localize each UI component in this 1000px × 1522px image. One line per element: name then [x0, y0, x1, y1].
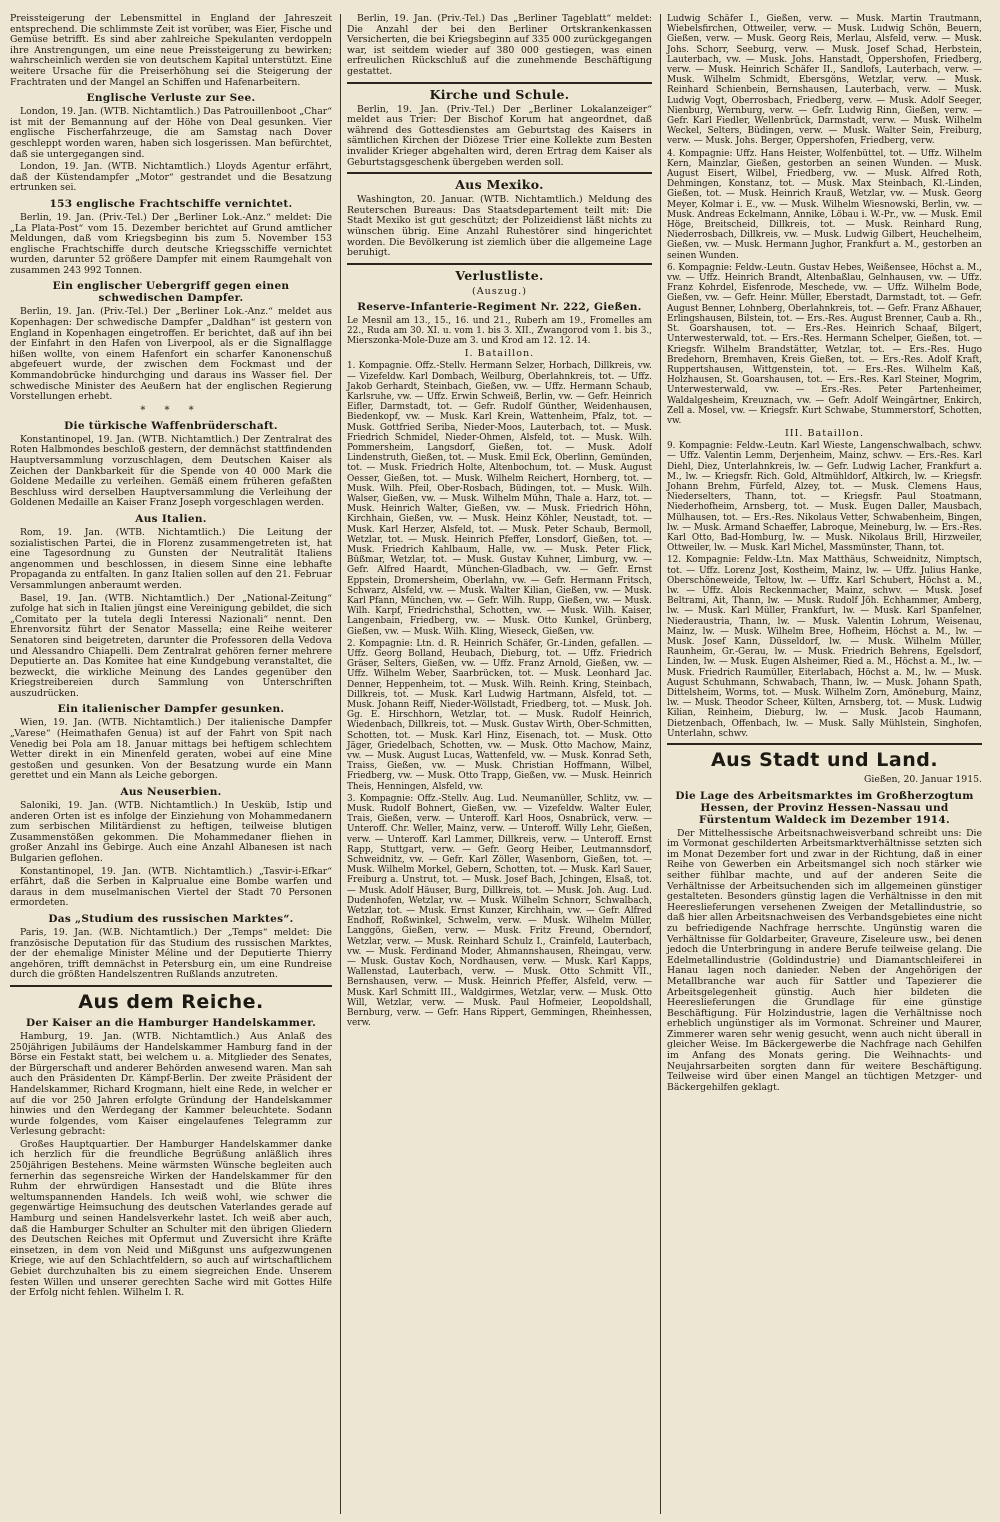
- section-title-church: Kirche und Schule.: [429, 86, 570, 102]
- company-list: 6. Kompagnie: Feldw.-Leutn. Gustav Hebes, Weißensee, Höchst a. M., vw. — Uffz. Heinrich Brandt, Altenbaßlau, Gelnhausen, vw. — Uffz. Franz Kohrdel, Eisfenrode, Meschede, vw. — Uffz. Wilhelm Bode, Gießen, vw. — Gefr. Heinr. Müller, Eberstadt, Darmstadt, tot. — Gefr. August Benner, Lohnberg, Oberlahnkreis, tot. — Gefr. Franz Aßhauer, Erlingshausen, Bilstein, tot. — Ers.-Res. August Brenner, Caub a. Rh., St. Goarshausen, tot. — Ers.-Res. Heinrich Schaaf, Bilgert, Unterwesterwald, tot. — Ers.-Res. Hermann Schelper, Gießen, tot. — Kriegsfr. Wilhelm Brandstätter, Wetzlar, tot. — Ers.-Res. Hugo Bredehorn, Bremhaven, Kreis Gießen, tot. — Ers.-Res. Adolf Kraft, Ruppertshausen, Wittgenstein, tot. — Ers.-Res. Wilhelm Kaß, Holzhausen, St. Goarshausen, tot. — Ers.-Res. Karl Steiner, Mogrim, Unterwesterwald, vw. — Ers.-Res. Peter Partenheimer, Waldalgesheim, Kreuznach, vw. — Gefr. Adolf Weingärtner, Enkirch, Zell a. Mosel, vw. — Kriegsfr. Kurt Schwabe, Stummerstorf, Schotten, vw.: [667, 262, 982, 426]
- column-3: [660, 14, 982, 1514]
- headline-swedish-steamer: Ein englischer Uebergriff gegen einen schwedischen Dampfer.: [52, 280, 290, 305]
- company-list: 4. Kompagnie: Uffz. Hans Heister, Wolfenbüttel, tot. — Uffz. Wilhelm Kern, Mainzlar, Gießen, gestorben an seinen Wunden. — Musk. August Eisert, Wilbel, Friedberg, vw. — Musk. Alfred Roth, Dehmingen, Konstanz, tot. — Musk. Max Steinbach, Kl.-Linden, Gießen, tot. — Musk. Heinrich Krauß, Wetzlar, vw. — Musk. Georg Meyer, Kolmar i. E., vw. — Musk. Wilhelm Wiesnowski, Berlin, vw. — Musk. Andreas Eckelmann, Annike, Löbau i. W.-Pr., vw. — Musk. Emil Höge, Breitscheid, Dillkreis, tot. — Musk. Reinhard Rung, Niederrosbach, Dillkreis, vw. — Musk. Ludwig Gilbert, Heuchelheim, Gießen, vw. — Musk. Hermann Jughor, Frankfurt a. M., gestorben an seinen Wunden.: [667, 148, 982, 261]
- battalion-heading: I. Bataillon.: [464, 348, 535, 360]
- company-list: Ludwig Schäfer I., Gießen, verw. — Musk. Martin Trautmann, Wiebelsfirchen, Ottweiler, verw. — Musk. Ludwig Schön, Beuern, Gießen, verw. — Musk. Georg Reis, Merlau, Alsfeld, verw. — Musk. Johs. Schorr, Seeburg, verw. — Musk. Josef Schad, Herbstein, Lauterbach, vw. — Musk. Johs. Hanstadt, Oppershofen, Friedberg, verw. — Musk. Heinrich Schäfer II., Sandlofs, Lauterbach, verw. — Musk. Wilhelm Schmidt, Ebersgöns, Wetzlar, verw. — Musk. Reinhard Schienbein, Bernshausen, Lauterbach, verw. — Musk. Ludwig Vogt, Oberrosbach, Friedberg, verw. — Musk. Adolf Seeger, Nienburg, Wernburg, verw. — Gefr. Ludwig Rinn, Gießen, verw. — Gefr. Karl Fiedler, Wellenbrück, Darmstadt, verw. — Musk. Wilhelm Weckel, Selters, Büdingen, verw. — Musk. Walter Sein, Freiburg, verw. — Musk. Johs. Berger, Oppershofen, Friedberg, verw.: [667, 14, 982, 147]
- headline-russian-market: Das „Studium des russischen Marktes“.: [48, 912, 294, 925]
- divider: [347, 82, 652, 84]
- company-list: 9. Kompagnie: Feldw.-Leutn. Karl Wieste, Langenschwalbach, schwv. — Uffz. Valentin Lemm, Derjenheim, Mainz, schwv. — Ers.-Res. Karl Diehl, Diez, Unterlahnkreis, lw. — Gefr. Ludwig Lacher, Frankfurt a. M., lw. — Kriegsfr. Rich. Gold, Altmühldorf, Altkirch, lw. — Kriegsfr. Johann Brehm, Fürfeld, Alzey, tot. — Musk. Clemens Haus, Niederselters, Thann, tot. — Kriegsfr. Paul Stoatmann, Niederhofheim, Arnsberg, tot. — Musk. Eugen Daller, Mausbach, Mülhausen, tot. — Ers.-Res. Nikolaus Vetter, Schwabenheim, Bingen, lw. — Musk. Armand Schaeffer, Labroque, Meineburg, lw. — Ers.-Res. Karl Otto, Bad-Homburg, lw. — Musk. Nikolaus Brill, Hirzweiler, Ottweiler, lw. — Musk. Karl Michel, Massmünster, Thann, tot.: [667, 441, 982, 554]
- company-list: 12. Kompagnie: Feldw.-Ltn. Max Matthäus, Schweidnitz, Nimptsch, tot. — Uffz. Lorenz Jost, Kostheim, Mainz, lw. — Uffz. Julius Hanke, Oberschöneweide, Teltow, lw. — Uffz. Karl Schubert, Höchst a. M., lw. — Uffz. Alois Reckenmacher, Mainz, schwv. — Musk. Josef Beltrami, Ait, Thann, lw. — Musk. Rudolf Jöh. Echhammer, Amberg, lw. — Musk. Karl Müller, Frankfurt, lw. — Musk. Karl Spanfelner, Niederaustria, Thann, lw. — Musk. Valentin Lohrum, Weisenau, Mainz, lw. — Musk. Wilhelm Bree, Hofheim, Höchst a. M., lw. — Musk. Josef Kann, Düsseldorf, lw. — Musk. Wilhelm Müller, Raunheim, Gr.-Gerau, lw. — Musk. Friedrich Behrens, Egelsdorf, Linden, lw. — Musk. Eugen Alsheimer, Ried a. M., Höchst a. M., lw. — Musk. Friedrich Raumüller, Eiterlabach, Höchst a. M., lw. — Musk. August Schuhmann, Schwabach, Thann, lw. — Musk. Johann Spath, Dittelsheim, Worms, tot. — Musk. Wilhelm Zorn, Amöneburg, Mainz, lw. — Musk. Theodor Scheer, Külten, Arnsberg, tot. — Musk. Ludwig Kilian, Reinheim, Dieburg, lw. — Musk. Jacob Haumann, Dietzenbach, Offenbach, lw. — Musk. Sally Mühlstein, Singhofen, Unterlahn, schwv.: [667, 555, 982, 739]
- paragraph: Washington, 20. Januar. (WTB. Nichtamtlich.) Meldung des Reuterschen Bureaus: Das Staatsdepartement teilt mit: Die Stadt Mexiko ist gut geschützt; der Polizeidienst läßt nichts zu wünschen übrig. Eine Anzahl Ruhestörer sind hingerichtet worden. Die Bevölkerung ist ziemlich über die allgemeine Lage beruhigt.: [347, 194, 652, 259]
- section-title-stadt-land: Aus Stadt und Land.: [710, 749, 939, 772]
- paragraph: Saloniki, 19. Jan. (WTB. Nichtamtlich.) In Uesküb, Istip und anderen Orten ist es infolge der Einziehung von Mohammedanern zum serbischen Militärdienst zu heftigen, teilweise blutigen Zusammenstößen gekommen. Die Mohammedaner fliehen in großer Anzahl ins Gebirge. Auch eine Anzahl Albanesen ist nach Bulgarien geflohen.: [10, 800, 332, 864]
- divider: [347, 263, 652, 265]
- headline-serbia: Aus Neuserbien.: [120, 786, 222, 799]
- paragraph: Rom, 19. Jan. (WTB. Nichtamtlich.) Die Leitung der sozialistischen Partei, die in Florenz zusammengetreten ist, hat eine Tagesordnung zu Gunsten der Neutralität Italiens angenommen und beschlossen, in diesem Sinne eine lebhafte Propaganda zu entfalten. In ganz Italien sollen auf den 21. Februar Versammlungen anberaumt werden.: [10, 526, 332, 591]
- paragraph: Berlin, 19. Jan. (Priv.-Tel.) Der „Berliner Lokalanzeiger“ meldet aus Trier: Der Bischof Korum hat angeordnet, daß während des Gottesdienstes am Geburtstag des Kaisers in sämtlichen Kirchen der Diözese Trier eine Kollekte zum Besten invalider Krieger abgehalten wird, deren Ertrag dem Kaiser als Geburtstagsgeschenk übergeben werden soll.: [347, 103, 652, 168]
- company-list: 1. Kompagnie. Offz.-Stellv. Hermann Selzer, Horbach, Dillkreis, vw. — Vizefeldw. Karl Dombach, Weilburg, Oberlahnkreis, tot. — Uffz. Jakob Gerhardt, Steinbach, Gießen, vw. — Uffz. Hermann Schaub, Karlsruhe, vw. — Uffz. Erwin Schweiß, Berlin, vw. — Gefr. Heinrich Eifler, Darmstadt, tot. — Gefr. Rudolf Günther, Weidenhausen, Biedenkopf, vw. — Musk. Karl Krein, Wattenheim, Pfalz, tot. — Musk. Gottfried Seriba, Nieder-Moos, Lauterbach, tot. — Musk. Friedrich Schmidel, Nieder-Ohmen, Alsfeld, tot. — Musk. Wilh. Pommersheim, Langsdorf, Gießen, tot. — Musk. Adolf Lindenstruth, Gießen, tot. — Musk. Emil Eck, Oberlinn, Gemünden, tot. — Musk. Friedrich Holte, Altenbochum, tot. — Musk. August Oesser, Gießen, tot. — Musk. Wilhelm Reichert, Hornberg, tot. — Musk. Wilh. Pfeil, Ober-Rosbach, Büdingen, tot. — Musk. Wilh. Walser, Gießen, vw. — Musk. Wilhelm Mühn, Thale a. Harz, tot. — Musk. Heinrich Walter, Gießen, vw. — Musk. Friedrich Höhn, Kirchhain, Gießen, vw. — Musk. Heinz Köhler, Neustadt, tot. — Musk. Karl Herzer, Alsfeld, tot. — Musk. Peter Schaub, Bermoll, Wetzlar, tot. — Musk. Heinrich Pfeffer, Lonsdorf, Gießen, tot. — Musk. Friedrich Kahlbaum, Halle, vw. — Musk. Peter Flick, Büßmar, Wetzlar, tot. — Musk. Gustav Kuhner, Limburg, vw. — Gefr. Alfred Haardt, München-Gladbach, vw. — Gefr. Ernst Eppstein, Dromersheim, Oberlahn, vw. — Gefr. Hermann Fritsch, Schwarz, Alsfeld, vw. — Musk. Walter Kilian, Gießen, vw. — Musk. Karl Pfann, München, vw. — Gefr. Wilh. Rupp, Gießen, vw. — Musk. Wilh. Karpf, Friedrichsthal, Schotten, vw. — Musk. Wilh. Kaiser, Langenbain, Friedberg, vw. — Musk. Otto Kunkel, Grünberg, Gießen, vw. — Musk. Wilh. Kling, Wieseck, Gießen, vw.: [347, 361, 652, 637]
- regiment-intro: Le Mesnil am 13., 15., 16. und 21., Ruberh am 19., Fromelles am 22., Ruda am 30. XI. u. vom 1. bis 3. XII., Zwangorod vom 1. bis 3., Mierszonka-Mole-Duze am 3. und Krod am 12. 12. 14.: [347, 315, 652, 347]
- section-title-mexico: Aus Mexiko.: [455, 177, 544, 193]
- headline-labor-market: Die Lage des Arbeitsmarktes im Großherzogtum Hessen, der Provinz Hessen-Nassau und Fürstentum Waldeck im Dezember 1914.: [675, 789, 974, 826]
- paragraph: Großes Hauptquartier. Der Hamburger Handelskammer danke ich herzlich für die freundliche Begrüßung anläßlich ihres 250jährigen Bestehens. Meine wärmsten Wünsche begleiten auch fernerhin das segensreiche Wirken der Handelskammer für den Ruhm der ehrwürdigen Hansestadt und die Blüte ihres weltumspannenden Handels. Ich weiß wohl, wie schwer die gegenwärtige Heimsuchung des deutschen Vaterlandes gerade auf Hamburg und seinen Handelsverkehr lastet. Ich weiß aber auch, daß die Hamburger Schulter an Schulter mit den übrigen Gliedern des Deutschen Reiches mit Opfermut und Zuversicht ihre Kräfte einsetzen, in dem von Neid und Mißgunst uns aufgezwungenen Kriege, wie auf den Schlachtfeldern, so auch auf wirtschaftlichem Gebiet durchzuhalten bis zu einem siegreichen Ende. Unserem festen Willen und unserer gerechten Sache wird mit Gottes Hilfe der Erfolg nicht fehlen. Wilhelm I. R.: [10, 1138, 332, 1299]
- company-list: 2. Kompagnie: Ltn. d. R. Heinrich Schäfer, Gr.-Linden, gefallen. — Uffz. Georg Bolland, Heubach, Dieburg, tot. — Uffz. Friedrich Gräser, Selters, Gießen, vw. — Uffz. Franz Arnold, Gießen, vw. — Uffz. Wilhelm Weber, Saarbrücken, tot. — Musk. Leonhard Jac. Denner, Heppenheim, tot. — Musk. Wilh. Reinh. Kring, Steinbach, Dillkreis, tot. — Musk. Karl Ludwig Hartmann, Alsfeld, tot. — Musk. Johann Reiff, Nieder-Wöllstadt, Friedberg, tot. — Musk. Joh. Gg. E. Hirschhorn, Wetzlar, tot. — Musk. Rudolf Heinrich, Wiedenbach, Dillkreis, tot. — Musk. Gustav Wirth, Ober-Schmitten, Schotten, tot. — Musk. Karl Hinz, Eisenach, tot. — Musk. Otto Jäger, Griedelbach, Schotten, vw. — Musk. Otto Machow, Mainz, vw. — Musk. August Lucas, Wattenfeld, vw. — Musk. Konrad Seth, Traiss, Gießen, vw. — Musk. Christian Hoffmann, Wilbel, Friedberg, vw. — Musk. Otto Trapp, Gießen, vw. — Musk. Heinrich Theis, Henningen, Alsfeld, vw.: [347, 638, 652, 792]
- paragraph: Der Mittelhessische Arbeitsnachweisverband schreibt uns: Die im Vormonat geschilderten Arbeitsmarktverhältnisse setzten sich im Monat Dezember fort und zwar in der Richtung, daß in einer Reihe von Gewerben ein Arbeitsmangel sich noch stärker wie seither fühlbar machte, und auf der anderen Seite die Verhältnisse der Arbeitsuchenden sich im allgemeinen günstiger gestalteten. Besonders günstig lagen die Verhältnisse in den mit Heereslieferungen versehenen Zweigen der Metallindustrie, so daß hier allen Arbeitsnachweisen des Verbandsgebietes eine nicht zu befriedigende Nachfrage herrschte. Ungünstig waren die Verhältnisse für Goldarbeiter, Graveure, Ziseleure usw., bei denen jedoch die Unterbringung in andere Berufe teilweise gelang. Die Edelmetallindustrie (Goldindustrie) und Diamantschleiferei in Hanau lagen noch danieder. Neben der Angehörigen der Metallbranche war auch für Sattler und Tapezierer die Arbeitsgelegenheit günstig. Auch hier bildeten die Heereslieferungen die Grundlage für eine günstige Beschäftigung. Für Holzindustrie, lagen die Verhältnisse noch erheblich ungünstiger als im Vormonat. Schreiner und Maurer, Zimmerer waren sehr wenig gesucht, wenn auch nicht überall in gleicher Weise. Im Bäckergewerbe die Nachfrage nach Gehilfen im Anfang des Monats gering. Die Weihnachts- und Neujahrsarbeiten sorgten dann für weitere Beschäftigung. Teilweise wird über einen Mangel an tüchtigen Metzger- und Bäckergehilfen geklagt.: [667, 827, 982, 1093]
- headline-english-losses: Englische Verluste zur See.: [86, 92, 256, 105]
- paragraph: Konstantinopel, 19. Jan. (WTB. Nichtamtlich.) Der Zentralrat des Roten Halbmondes beschloß gestern, der demnächst stattfindenden Hauptversammlung vorzuschlagen, dem Deutschen Kaiser als Zeichen der Dankbarkeit für die Spende von 40 000 Mark die Goldene Medaille zu verleihen. Gemäß einem früheren gefaßten Beschluss wird derselben Hauptversammlung die Verleihung der Goldenen Medaille an Kaiser Franz Joseph vorgeschlagen werden.: [10, 433, 332, 509]
- headline-freighters: 153 englische Frachtschiffe vernichtet.: [49, 197, 293, 210]
- divider: [10, 985, 332, 987]
- divider: [347, 172, 652, 174]
- section-title-casualty-list: Verlustliste.: [455, 267, 544, 283]
- paragraph: Paris, 19. Jan. (W.B. Nichtamtlich.) Der „Temps“ meldet: Die französische Deputation für das Studium des russischen Marktes, der der ehemalige Minister Méline und der Deputierte Thierry angehören, trifft demnächst in Petersburg ein, um eine Rundreise durch die größten Handelszentren Rußlands anzutreten.: [10, 926, 332, 981]
- regiment-title: Reserve-Infanterie-Regiment Nr. 222, Gießen.: [357, 300, 642, 313]
- paragraph: Berlin, 19. Jan. (Priv.-Tel.) Das „Berliner Tageblatt“ meldet: Die Anzahl der bei den Berliner Ortskrankenkassen Versicherten, die bei Kriegsbeginn auf 335 000 zurückgegangen war, ist seitdem wieder auf 380 000 gestiegen, was einen erfreulichen Rückschluß auf die zunehmende Beschäftigung gestattet.: [347, 14, 652, 77]
- divider: [667, 743, 982, 745]
- headline-italian-steamer: Ein italienischer Dampfer gesunken.: [57, 703, 285, 716]
- paragraph: Konstantinopel, 19. Jan. (WTB. Nichtamtlich.) „Tasvir-i-Efkar“ erfährt, daß die Serben in Kalprualue eine Bombe warfen und daraus in dem muselmanischen Viertel der Stadt 70 Personen ermordeten.: [10, 865, 332, 909]
- paragraph: Berlin, 19. Jan. (Priv.-Tel.) Der „Berliner Lok.-Anz.“ meldet: Die „La Plata-Post“ vom 15. Dezember berichtet auf Grund amtlicher Meldungen, daß vom Kriegsbeginn bis zum 5. November 153 englische Frachtschiffe durch deutsche Kriegsschiffe vernichtet wurden, darunter 52 größere Dampfer mit einem Raumgehalt von zusammen 243 992 Tonnen.: [10, 211, 332, 276]
- column-1: [10, 14, 332, 1514]
- paragraph: Basel, 19. Jan. (WTB. Nichtamtlich.) Der „National-Zeitung“ zufolge hat sich in Italien jüngst eine Vereinigung gebildet, die sich „Comitato per la tutela degli Interessi Nazionali“ nennt. Den Ehrenvorsitz führt der Senator Massella; eine Reihe weiterer Senatoren sind beigetreten, darunter die Professoren della Vedova und Alessandro Chiapelli. Dem Zentralrat gehören ferner mehrere Deputierte an. Das Komitee hat eine Kundgebung veranstaltet, die bezweckt, die wirkliche Meinung des Landes gegenüber den Kriegstreibereien durch Sammlung von Unterschriften auszudrücken.: [10, 592, 332, 699]
- paragraph: Berlin, 19. Jan. (Priv.-Tel.) Der „Berliner Lok.-Anz.“ meldet aus Kopenhagen: Der schwedische Dampfer „Daldhan“ ist gestern von England in Kopenhagen eingetroffen. Er berichtet, daß auf ihn bei der Einfahrt in den Hafen von Liverpool, als er die Signalflagge hißen wollte, von einem Hafenfort ein scharfer Kanonenschuß abgefeuert wurde, der zwischen dem Fockmast und der Kommandobrücke hindurchging und daraus ins Wasser fiel. Der schwedische Minister des Aeußern hat der englischen Regierung Vorstellungen erhebt.: [10, 306, 332, 403]
- excerpt-note: (Auszug.): [472, 285, 527, 297]
- column-2: [340, 14, 652, 1514]
- paragraph: Wien, 19. Jan. (WTB. Nichtamtlich.) Der italienische Dampfer „Varese“ (Heimathafen Genua) ist auf der Fahrt von Spit nach Venedig bei Pola am 18. Januar mittags bei heftigem schlechtem Wetter direkt in ein Minenfeld geraten, wobei auf eine Mine gestoßen und gesunken. Von der Besatzung wurde ein Mann gerettet und ein Mann als Leiche geborgen.: [10, 717, 332, 782]
- headline-italy: Aus Italien.: [135, 512, 207, 525]
- intro-paragraph: Preissteigerung der Lebensmittel in England der Jahreszeit entsprechend. Die schlimmste Zeit ist vorüber, was Eier, Fische und Gemüse betrifft. Es sind aber zahlreiche Spekulanten verdoppeln ihre Anstrengungen, um eine neue Preissteigerung zu bewirken; wahrscheinlich werden sie von deutschem Kapital unterstützt. Eine weitere Ursache für die Preiserhöhung sei die Steigerung der Frachtraten und der Mangel an Schiffen und Hafenarbeitern.: [10, 14, 332, 88]
- headline-hamburg: Der Kaiser an die Hamburger Handelskammer.: [25, 1016, 317, 1029]
- dateline: Gießen, 20. Januar 1915.: [863, 774, 982, 786]
- battalion-heading: III. Bataillon.: [784, 428, 865, 440]
- paragraph: London, 19. Jan. (WTB. Nichtamtlich.) Das Patrouillenboot „Char“ ist mit der Bemannung auf der Höhe von Deal gesunken. Vier englische Fischerfahrzeuge, die am Samstag nach Dover geschleppt worden waren, haben sich losgerissen. Man befürchtet, daß sie untergegangen sind.: [10, 106, 332, 160]
- section-title-reich: Aus dem Reiche.: [78, 990, 264, 1013]
- paragraph: London, 19. Jan. (WTB. Nichtamtlich.) Lloyds Agentur erfährt, daß der Küstendampfer „Motor“ gestrandet und die Besatzung ertrunken sei.: [10, 161, 332, 194]
- separator-stars: * * *: [140, 404, 202, 416]
- company-list: 3. Kompagnie: Offz.-Stellv. Aug. Lud. Neumanüller, Schlitz, vw. — Musk. Rudolf Bohnert, Gießen, vw. — Vizefeldw. Walter Euler, Trais, Gießen, verw. — Unteroff. Karl Hoos, Osnabrück, verw. — Unteroff. Chr. Weller, Mainz, verw. — Unteroff. Willy Lehr, Gießen, verw. — Unteroff. Karl Lammer, Dillkreis, verw. — Unteroff. Ernst Rapp, Stuttgart, verw. — Gefr. Georg Heiber, Leutmannsdorf, Schweidnitz, vw. — Gefr. Karl Zöller, Wasenborn, Gießen, tot. — Musk. Wilhelm Morkel, Gebern, Schotten, tot. — Musk. Karl Sauer, Freiburg a. Unstrut, tot. — Musk. Josef Bach, Jchingen, Elsaß, tot. — Musk. Adolf Häuser, Burg, Dillkreis, tot. — Musk. Joh. Aug. Lud. Dudenhofen, Wetzlar, vw. — Musk. Wilhelm Schnorr, Schwalbach, Wetzlar, tot. — Musk. Ernst Kunzer, Kirchhain, vw. — Gefr. Alfred Endhoff, Roßwinkel, Schwelm, verw. — Musk. Wilhelm Müller, Langgöns, Gießen, verw. — Musk. Fritz Freund, Oberndorf, Wetzlar, verw. — Musk. Reinhard Schulz I., Crainfeld, Lauterbach, vw. — Musk. Ferdinand Moder, Ahmannshausen, Rheingau, verw. — Musk. Gustav Koch, Nordhausen, verw. — Musk. Karl Kapps, Wallenstad, Lauterbach, verw. — Musk. Otto Schmitt VII., Bernshausen, verw. — Musk. Heinrich Pfeffer, Alsfeld, verw. — Musk. Karl Schmitt III., Waldgirmes, Wetzlar, verw. — Musk. Otto Will, Wetzlar, verw. — Musk. Paul Hofmeier, Leopoldshall, Bernburg, verw. — Gefr. Hans Rippert, Gemmingen, Rheinhessen, verw.: [347, 793, 652, 1029]
- paragraph: Hamburg, 19. Jan. (WTB. Nichtamtlich.) Aus Anlaß des 250jährigen Jubiläums der Handelskammer Hamburg fand in der Börse ein Festakt statt, bei welchem u. a. Mitglieder des Senates, der Bürgerschaft und anderer Behörden anwesend waren. Man sah auch den Präsidenten Dr. Kämpf-Berlin. Der zweite Präsident der Handelskammer, Richard Krogmann, hielt eine Rede, in welcher er auf die vor 250 Jahren erfolgte Gründung der Handelskammer hinwies und den Werdegang der Kammer beleuchtete. Sodann wurde folgendes, vom Kaiser eingelaufenes Telegramm zur Verlesung gebracht:: [10, 1030, 332, 1138]
- headline-turkish: Die türkische Waffenbrüderschaft.: [64, 419, 278, 432]
